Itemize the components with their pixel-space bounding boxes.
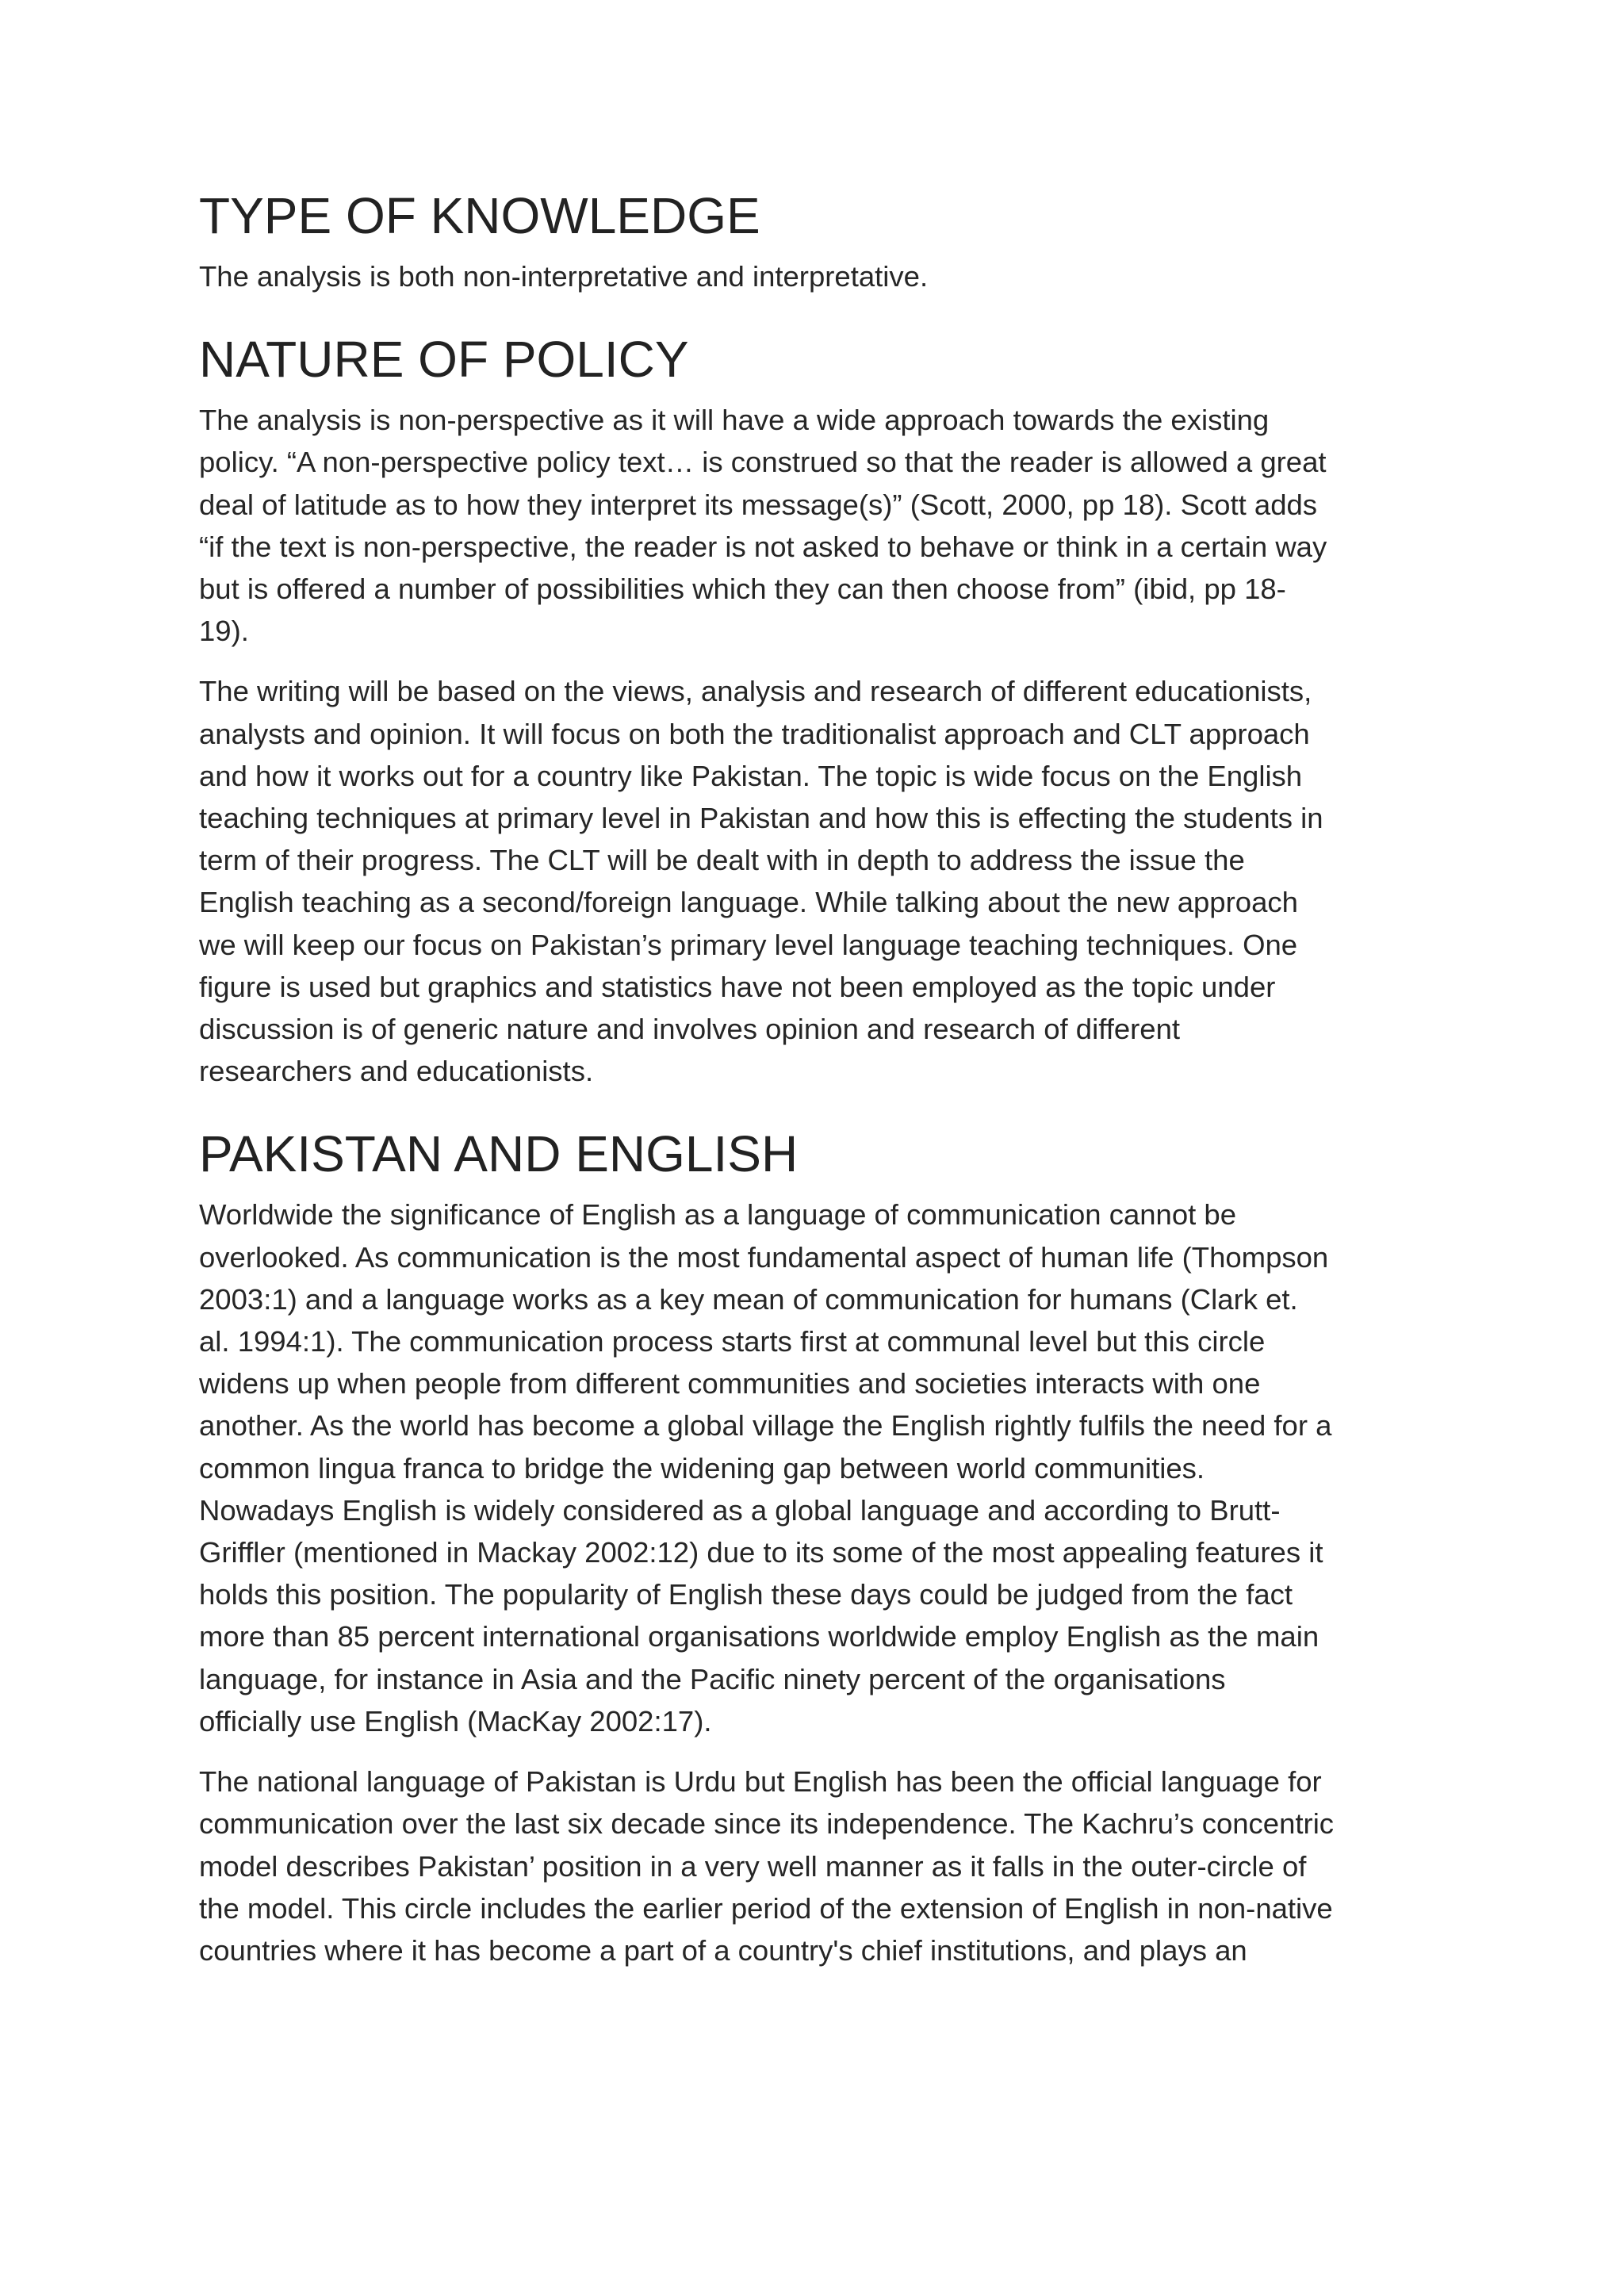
- text-line: common lingua franca to bridge the widening gap between world communities.: [199, 1451, 1205, 1485]
- text-line: English teaching as a second/foreign language. While talking about the new approach: [199, 886, 1298, 919]
- text-line: The analysis is non-perspective as it will have a wide approach towards the existing: [199, 404, 1270, 437]
- text-line: officially use English (MacKay 2002:17).: [199, 1704, 712, 1738]
- text-line: and how it works out for a country like Pakistan. The topic is wide focus on the English: [199, 759, 1303, 792]
- text-line: Griffler (mentioned in Mackay 2002:12) due to its some of the most appealing features it: [199, 1536, 1323, 1569]
- text-line: countries where it has become a part of a country's chief institutions, and plays an: [199, 1933, 1247, 1967]
- text-line: we will keep our focus on Pakistan’s primary level language teaching techniques. One: [199, 928, 1298, 961]
- text-line: more than 85 percent international organisations worldwide employ English as the main: [199, 1620, 1320, 1653]
- text-line: Worldwide the significance of English as a language of communication cannot be: [199, 1198, 1237, 1232]
- text-line: overlooked. As communication is the most fundamental aspect of human life (Thompson: [199, 1240, 1329, 1274]
- document-page: [199, 184, 1460, 1971]
- text-line: another. As the world has become a global village the English rightly fulfils the need for a: [199, 1409, 1332, 1443]
- text-line: researchers and educationists.: [199, 1055, 594, 1088]
- text-line: The national language of Pakistan is Urdu but English has been the official language for: [199, 1765, 1322, 1799]
- text-line: teaching techniques at primary level in Pakistan and how this is effecting the students in: [199, 802, 1323, 835]
- text-line: holds this position. The popularity of English these days could be judged from the fact: [199, 1578, 1293, 1611]
- text-line: model describes Pakistan’ position in a very well manner as it falls in the outer-circle of: [199, 1849, 1307, 1883]
- paragraph: [199, 255, 1460, 297]
- text-line: term of their progress. The CLT will be dealt with in depth to address the issue the: [199, 844, 1245, 877]
- text-line: The writing will be based on the views, analysis and research of different educationists,: [199, 675, 1312, 708]
- text-line: language, for instance in Asia and the Pacific ninety percent of the organisations: [199, 1662, 1226, 1695]
- text-line: deal of latitude as to how they interpret its message(s)” (Scott, 2000, pp 18). Scott adds: [199, 488, 1318, 521]
- text-line: 2003:1) and a language works as a key mean of communication for humans (Clark et.: [199, 1282, 1298, 1316]
- text-line: The analysis is both non-interpretative and interpretative.: [199, 260, 929, 293]
- text-line: 19).: [199, 615, 249, 648]
- text-line: widens up when people from different communities and societies interacts with one: [199, 1367, 1261, 1400]
- text-line: the model. This circle includes the earlier period of the extension of English in non-native: [199, 1891, 1333, 1925]
- section-nature-of-policy: [199, 328, 1460, 1092]
- paragraph: [199, 1761, 1460, 1971]
- text-line: figure is used but graphics and statistics have not been employed as the topic under: [199, 970, 1276, 1003]
- section-heading: NATURE OF POLICY: [199, 331, 689, 389]
- paragraph: [199, 399, 1460, 652]
- text-line: analysts and opinion. It will focus on both the traditionalist approach and CLT approach: [199, 717, 1310, 750]
- text-line: al. 1994:1). The communication process starts first at communal level but this circle: [199, 1325, 1266, 1358]
- section-pakistan-and-english: [199, 1122, 1460, 1971]
- section-heading: PAKISTAN AND ENGLISH: [199, 1125, 799, 1183]
- paragraph: [199, 670, 1460, 1092]
- text-line: but is offered a number of possibilities which they can then choose from” (ibid, pp 18-: [199, 573, 1286, 606]
- paragraph: [199, 1193, 1460, 1742]
- section-heading: TYPE OF KNOWLEDGE: [199, 187, 760, 244]
- text-line: Nowadays English is widely considered as a global language and according to Brutt-: [199, 1493, 1281, 1527]
- text-line: policy. “A non-perspective policy text… is construed so that the reader is allowed a great: [199, 446, 1327, 479]
- text-line: discussion is of generic nature and involves opinion and research of different: [199, 1013, 1181, 1046]
- section-type-of-knowledge: [199, 184, 1460, 297]
- text-line: “if the text is non-perspective, the reader is not asked to behave or think in a certain way: [199, 530, 1327, 563]
- text-line: communication over the last six decade since its independence. The Kachru’s concentric: [199, 1807, 1335, 1841]
